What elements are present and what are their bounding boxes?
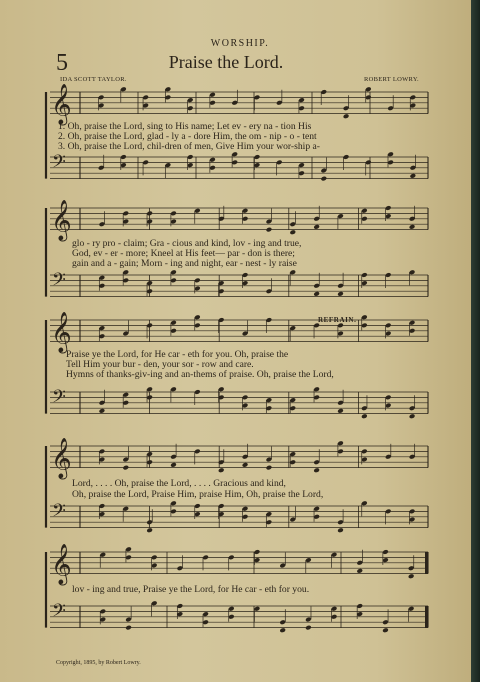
- lyric-line: Lord, . . . . Oh, praise the Lord, . . . . Gracious and kind,: [72, 478, 286, 489]
- system-5-final-bar: [425, 606, 428, 628]
- system-4-treble-note: [266, 465, 273, 471]
- hymn-number: 5: [56, 50, 68, 76]
- system-3-bass-note: [99, 408, 106, 414]
- system-2-bass-note: [337, 291, 344, 297]
- lyric-line: God, ev - er - more; Kneel at His feet— par - don is there;: [72, 248, 295, 259]
- system-5-treble-note: [408, 573, 415, 579]
- system-2-bass-clef: 𝄢: [52, 270, 66, 296]
- system-1-bass-note: [320, 176, 327, 182]
- system-5-bass-clef: 𝄢: [52, 601, 66, 627]
- system-2-treble-note: [289, 229, 296, 235]
- system-5-bass-note: [125, 625, 132, 631]
- system-4-treble-note: [218, 467, 225, 473]
- system-5-bass-note: [279, 627, 286, 633]
- system-5-bass-note: [305, 625, 312, 631]
- lyric-line: glo - ry pro - claim; Gra - cious and kind, lov - ing and true,: [72, 238, 302, 249]
- system-3-bass-clef: 𝄢: [52, 387, 66, 413]
- system-2-treble-note: [313, 224, 320, 230]
- system-3-bass-note: [337, 408, 344, 414]
- system-3-bass-note: [361, 413, 368, 419]
- lyric-line: lov - ing and true, Praise ye the Lord, for He car - eth for you.: [72, 584, 310, 595]
- system-4-treble-note: [122, 465, 129, 471]
- refrain-label: REFRAIN.: [318, 316, 357, 324]
- system-4-treble-note: [242, 462, 249, 468]
- system-5-treble-clef: 𝄞: [51, 543, 72, 585]
- system-5-final-bar: [425, 552, 428, 574]
- lyric-line: Praise ye the Lord, for He car - eth for you. Oh, praise the: [66, 349, 289, 360]
- system-4-treble-clef: 𝄞: [51, 437, 72, 479]
- lyric-line: gain and a - gain; Morn - ing and night, ear - nest - ly raise: [72, 258, 297, 269]
- lyric-line: 2. Oh, praise the Lord, glad - ly a - dore Him, the om - nip - o - tent: [58, 131, 317, 142]
- system-1-treble-note: [343, 113, 350, 119]
- system-4-bass-note: [146, 527, 153, 533]
- system-2-treble-note: [409, 224, 416, 230]
- lyricist-credit: IDA SCOTT TAYLOR.: [60, 76, 127, 83]
- system-4-treble-note: [313, 467, 320, 473]
- lyric-line: Hymns of thanks-giv-ing and an-thems of praise. Oh, praise the Lord,: [66, 369, 334, 380]
- lyric-line: Oh, praise the Lord, Praise Him, praise Him, Oh, praise the Lord,: [72, 489, 324, 500]
- hymn-title: Praise the Lord.: [168, 52, 284, 72]
- lyric-line: Tell Him your bur - den, your sor - row and care.: [66, 359, 254, 370]
- lyric-line: 3. Oh, praise the Lord, chil-dren of men, Give Him your wor-ship a-: [58, 141, 320, 152]
- system-2-treble-note: [266, 227, 273, 233]
- copyright-notice: Copyright, 1895, by Robert Lowry.: [56, 660, 141, 666]
- lyric-line: 1. Oh, praise the Lord, sing to His name; Let ev - ery na - tion His: [58, 121, 312, 132]
- system-2-bass-note: [313, 291, 320, 297]
- system-3-bass-note: [409, 413, 416, 419]
- composer-credit: ROBERT LOWRY.: [364, 76, 419, 83]
- system-3-treble-clef: 𝄞: [51, 311, 72, 353]
- system-1-bass-clef: 𝄢: [52, 152, 66, 178]
- system-1-bass-note: [410, 173, 417, 179]
- section-heading: WORSHIP.: [210, 38, 270, 49]
- system-5-bass-note: [382, 627, 389, 633]
- system-5-treble-note: [356, 568, 363, 574]
- system-4-bass-note: [337, 527, 344, 533]
- system-1-treble-clef: 𝄞: [51, 83, 72, 125]
- system-2-treble-clef: 𝄞: [51, 199, 72, 241]
- system-4-bass-clef: 𝄢: [52, 501, 66, 527]
- system-4-treble-note: [170, 462, 177, 468]
